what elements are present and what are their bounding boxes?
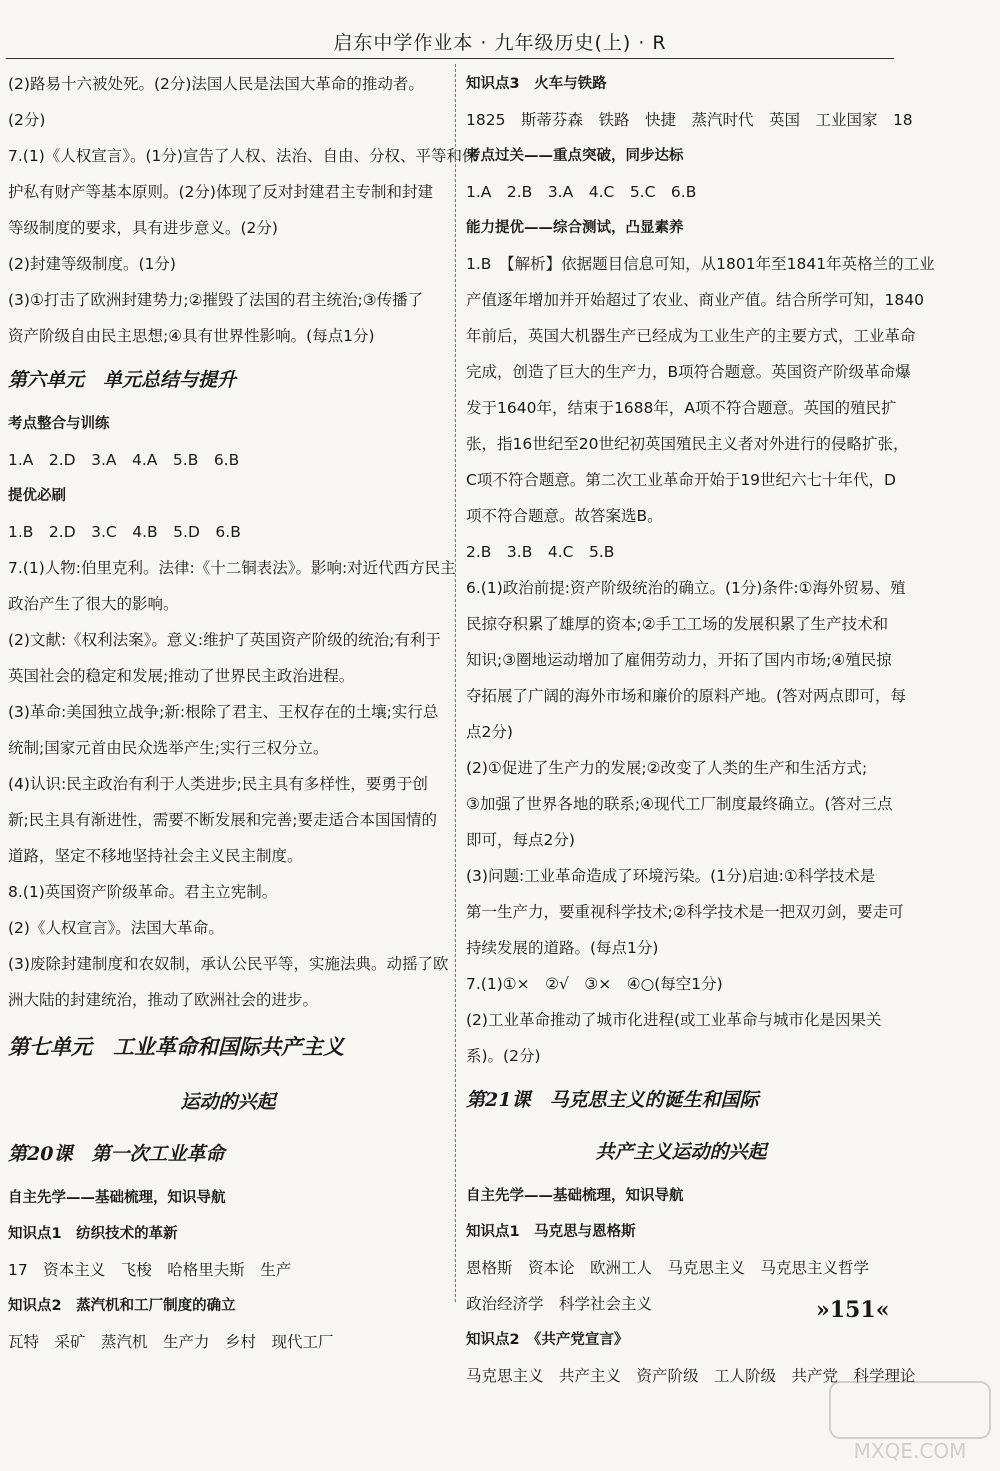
text-line: 知识;③圈地运动增加了雇佣劳动力，开拓了国内市场;④殖民掠: [466, 651, 892, 669]
text-line: (2)封建等级制度。(1分): [8, 255, 176, 273]
text-line: 产值逐年增加并开始超过了农业、商业产值。结合所学可知，1840: [466, 291, 924, 309]
text-line: 7.(1)人物:伯里克利。法律:《十二铜表法》。影响:对近代西方民主: [8, 559, 456, 577]
section-heading: 提优必刷: [8, 488, 66, 504]
text-line: 恩格斯 资本论 欧洲工人 马克思主义 马克思主义哲学: [466, 1259, 870, 1277]
text-line: 17 资本主义 飞梭 哈格里夫斯 生产: [8, 1261, 292, 1279]
text-line: (3)问题:工业革命造成了环境污染。(1分)启迪:①科学技术是: [466, 867, 876, 885]
text-line: (3)废除封建制度和农奴制，承认公民平等，实施法典。动摇了欧: [8, 955, 449, 973]
section-heading: 考点过关——重点突破，同步达标: [466, 148, 684, 164]
text-line: (2)①促进了生产力的发展;②改变了人类的生产和生活方式;: [466, 759, 868, 777]
right-column: [466, 66, 935, 1394]
text-line: (2)文献:《权利法案》。意义:维护了英国资产阶级的统治;有利于: [8, 631, 441, 649]
header-rule: [6, 58, 894, 59]
text-line: 洲大陆的封建统治，推动了欧洲社会的进步。: [8, 991, 319, 1009]
page-arrows-left: »: [816, 1297, 830, 1323]
text-line: 1825 斯蒂芬森 铁路 快捷 蒸汽时代 英国 工业国家 18: [466, 111, 913, 129]
section-heading: 知识点1 纺织技术的革新: [8, 1226, 178, 1242]
text-line: 英国社会的稳定和发展;推动了世界民主政治进程。: [8, 667, 355, 685]
text-line: 张，指16世纪至20世纪初英国殖民主义者对外进行的侵略扩张，: [466, 435, 909, 453]
section-heading: 考点整合与训练: [8, 416, 110, 432]
text-line: 2.B 3.B 4.C 5.B: [466, 543, 615, 561]
text-line: (2分): [8, 111, 46, 129]
text-line: 等级制度的要求，具有进步意义。(2分): [8, 219, 278, 237]
text-line: (2)工业革命推动了城市化进程(或工业革命与城市化是因果关: [466, 1011, 882, 1029]
page-header: 启东中学作业本 · 九年级历史(上) · R: [333, 32, 667, 54]
text-line: (3)①打击了欧洲封建势力;②摧毁了法国的君主统治;③传播了: [8, 291, 424, 309]
left-column: [8, 66, 478, 1360]
text-line: (2)路易十六被处死。(2分)法国人民是法国大革命的推动者。: [8, 75, 424, 93]
text-line: 第一生产力，要重视科学技术;②科学技术是一把双刃剑，要走可: [466, 903, 904, 921]
text-line: 发于1640年，结束于1688年，A项不符合题意。英国的殖民扩: [466, 399, 897, 417]
page-arrows-right: «: [875, 1297, 890, 1323]
text-line: 1.A 2.D 3.A 4.A 5.B 6.B: [8, 451, 240, 469]
page-number: [816, 1297, 889, 1323]
text-line: 即可，每点2分): [466, 831, 575, 849]
text-line: 项不符合题意。故答案选B。: [466, 507, 663, 525]
text-line: 马克思主义 共产主义 资产阶级 工人阶级 共产党 科学理论: [466, 1367, 916, 1385]
text-line: 道路，坚定不移地坚持社会主义民主制度。: [8, 847, 303, 865]
text-line: ③加强了世界各地的联系;④现代工厂制度最终确立。(答对三点: [466, 795, 893, 813]
text-line: 持续发展的道路。(每点1分): [466, 939, 659, 957]
text-line: 1.A 2.B 3.A 4.C 5.C 6.B: [466, 183, 697, 201]
text-line: 7.(1)《人权宣言》。(1分)宣告了人权、法治、自由、分权、平等和保: [8, 147, 478, 165]
text-line: 夺拓展了广阔的海外市场和廉价的原料产地。(答对两点即可，每: [466, 687, 907, 705]
unit-title: 第20课 第一次工业革命: [8, 1143, 225, 1165]
unit-title-continued: 运动的兴起: [180, 1091, 276, 1113]
text-line: (2)《人权宣言》。法国大革命。: [8, 919, 224, 937]
text-line: 8.(1)英国资产阶级革命。君主立宪制。: [8, 883, 278, 901]
text-line: 年前后，英国大机器生产已经成为工业生产的主要方式，工业革命: [466, 327, 916, 345]
text-line: 护私有财产等基本原则。(2分)体现了反对封建君主专制和封建: [8, 183, 433, 201]
text-line: 政治经济学 科学社会主义: [466, 1295, 653, 1313]
section-heading: 知识点2 蒸汽机和工厂制度的确立: [8, 1298, 236, 1314]
text-line: 1.B 【解析】依据题目信息可知，从1801年至1841年英格兰的工业: [466, 255, 935, 273]
text-line: C项不符合题意。第二次工业革命开始于19世纪六七十年代，D: [466, 471, 896, 489]
text-line: 新;民主具有渐进性，需要不断发展和完善;要走适合本国国情的: [8, 811, 437, 829]
text-line: 系)。(2分): [466, 1047, 541, 1065]
text-line: 完成，创造了巨大的生产力，B项符合题意。英国资产阶级革命爆: [466, 363, 911, 381]
text-line: 点2分): [466, 723, 513, 741]
unit-title: 第21课 马克思主义的诞生和国际: [466, 1089, 759, 1111]
text-line: 资产阶级自由民主思想;④具有世界性影响。(每点1分): [8, 327, 375, 345]
column-divider: [455, 64, 456, 1302]
text-line: 6.(1)政治前提:资产阶级统治的确立。(1分)条件:①海外贸易、殖: [466, 579, 906, 597]
unit-title-continued: 共产主义运动的兴起: [595, 1141, 767, 1163]
text-line: 政治产生了很大的影响。: [8, 595, 179, 613]
unit-title: 第七单元 工业革命和国际共产主义: [8, 1034, 344, 1059]
section-heading: 自主先学——基础梳理，知识导航: [466, 1188, 684, 1204]
text-line: (3)革命:美国独立战争;新:根除了君主、王权存在的土壤;实行总: [8, 703, 439, 721]
section-heading: 知识点1 马克思与恩格斯: [466, 1224, 636, 1240]
text-line: 1.B 2.D 3.C 4.B 5.D 6.B: [8, 523, 241, 541]
text-line: 统制;国家元首由民众选举产生;实行三权分立。: [8, 739, 329, 757]
section-heading: 知识点2 《共产党宣言》: [466, 1332, 629, 1348]
text-line: 瓦特 采矿 蒸汽机 生产力 乡村 现代工厂: [8, 1333, 334, 1351]
unit-title: 第六单元 单元总结与提升: [8, 369, 237, 391]
section-heading: 能力提优——综合测试，凸显素养: [466, 220, 684, 236]
text-line: (4)认识:民主政治有利于人类进步;民主具有多样性，要勇于创: [8, 775, 428, 793]
text-line: 民掠夺积累了雄厚的资本;②手工工场的发展积累了生产技术和: [466, 615, 889, 633]
watermark-text: MXQE.COM: [853, 1439, 967, 1463]
section-heading: 知识点3 火车与铁路: [466, 76, 607, 92]
text-line: 7.(1)①× ②√ ③× ④○(每空1分): [466, 975, 723, 993]
section-heading: 自主先学——基础梳理，知识导航: [8, 1190, 226, 1206]
watermark-logo: [826, 1380, 994, 1466]
page-number-text: 151: [829, 1297, 876, 1323]
